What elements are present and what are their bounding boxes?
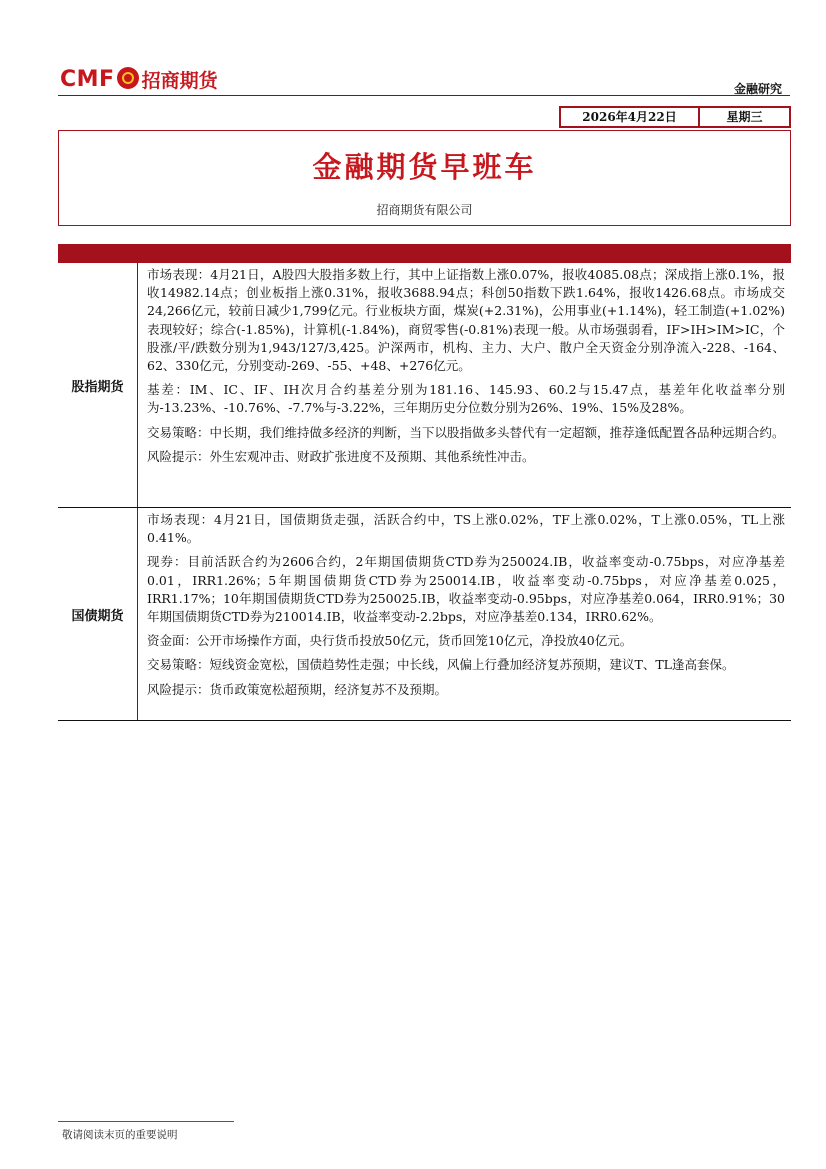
date-box xyxy=(559,106,791,128)
header-divider xyxy=(58,95,790,96)
section-label: 股指期货 xyxy=(58,263,138,507)
logo-text-cn: 招商期货 xyxy=(141,69,218,92)
paragraph-risk: 风险提示：货币政策宽松超预期，经济复苏不及预期。 xyxy=(147,681,448,697)
logo-emblem-icon xyxy=(117,67,139,89)
company-name: 招商期货有限公司 xyxy=(376,203,473,217)
table-header-bar xyxy=(58,244,791,263)
paragraph-cash-bonds: 现券：目前活跃合约为2606合约，2年期国债期货CTD券为250024.IB，收益率变动-0.75bps，对应净基差0.01，IRR1.26%；5年期国债期货CTD券为250014.IB，收益率变动-0.75bps，对应净基差0.025，IRR1.17%；10年期国债期货CTD券为250025.IB，收益率变动-0.95bps，对应净基差0.064，IRR0.91%；30年期国债期货CTD券为210014.IB，收益率变动-2.2bps，对应净基差0.134，IRR0.62%。 xyxy=(147,554,785,625)
logo-text-en: CMF xyxy=(60,66,115,92)
footer-note: 敬请阅读末页的重要说明 xyxy=(62,1129,178,1141)
section-content xyxy=(138,263,791,507)
report-type: 金融研究 xyxy=(733,82,782,96)
paragraph-liquidity: 资金面：公开市场操作方面，央行货币投放50亿元，货币回笼10亿元，净投放40亿元。 xyxy=(147,633,633,649)
section-content xyxy=(138,508,791,720)
section-label: 国债期货 xyxy=(58,508,138,720)
section-treasury-futures xyxy=(58,508,791,721)
paragraph-market-performance: 市场表现：4月21日，A股四大股指多数上行，其中上证指数上涨0.07%，报收4085.08点；深成指上涨0.1%，报收14982.14点；创业板指上涨0.31%，报收3688.94点；科创50指数下跌1.64%，报收1426.68点。市场成交24,266亿元，较前日减少1,799亿元。行业板块方面，煤炭(+2.31%)，公用事业(+1.14%)，轻工制造(+1.02%)表现较好；综合(-1.85%)，计算机(-1.84%)，商贸零售(-0.81%)表现一般。从市场强弱看，IF>IH>IM>IC，个股涨/平/跌数分别为1,943/127/3,425。沪深两市，机构、主力、大户、散户全天资金分别净流入-228、-164、62、330亿元，分别变动-269、-55、+48、+276亿元。 xyxy=(147,267,785,374)
paragraph-risk: 风险提示：外生宏观冲击、财政扩张进度不及预期、其他系统性冲击。 xyxy=(147,448,535,464)
title-box xyxy=(58,130,791,226)
company-logo xyxy=(60,64,218,94)
page-title: 金融期货早班车 xyxy=(312,150,537,184)
section-stock-index-futures xyxy=(58,263,791,508)
paragraph-market-performance: 市场表现：4月21日，国债期货走强，活跃合约中，TS上涨0.02%，TF上涨0.02%，T上涨0.05%，TL上涨0.41%。 xyxy=(147,512,785,546)
footer-divider xyxy=(58,1121,234,1122)
paragraph-basis: 基差：IM、IC、IF、IH次月合约基差分别为181.16、145.93、60.2与15.47点，基差年化收益率分别为-13.23%、-10.76%、-7.7%与-3.22%，三年期历史分位数分别为26%、19%、15%及28%。 xyxy=(147,382,785,416)
paragraph-strategy: 交易策略：短线资金宽松，国债趋势性走强；中长线，风偏上行叠加经济复苏预期，建议T、TL逢高套保。 xyxy=(147,657,735,673)
report-date: 2026年4月22日 xyxy=(561,108,700,126)
paragraph-strategy: 交易策略：中长期，我们维持做多经济的判断，当下以股指做多头替代有一定超额，推荐逢低配置各品种远期合约。 xyxy=(147,424,785,440)
report-weekday: 星期三 xyxy=(726,110,763,124)
